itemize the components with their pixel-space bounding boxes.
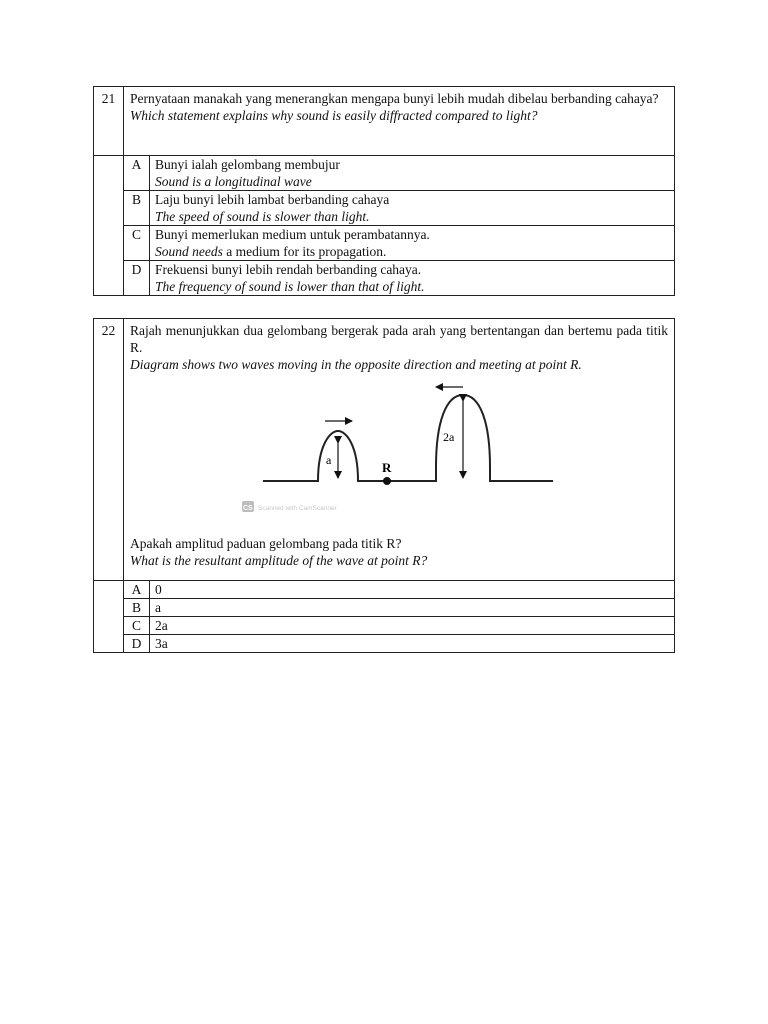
sub-question-english: What is the resultant amplitude of the wave at point R? [130,553,428,568]
option-letter: A [124,581,150,599]
wave-line [263,395,553,481]
option-text-malay: Laju bunyi lebih lambat berbanding cahaya [155,192,390,207]
question-stem [124,319,675,581]
question-21-table [93,86,675,296]
option-text [150,156,675,191]
option-text-malay: Frekuensi bunyi lebih rendah berbanding cahaya. [155,262,422,277]
question-number: 22 [94,319,124,581]
wave-diagram [130,377,668,535]
question-stem [124,87,675,156]
option-text-english: Sound is a longitudinal wave [155,174,312,189]
option-letter: B [124,599,150,617]
option-text-malay: Bunyi memerlukan medium untuk perambatannya. [155,227,430,242]
number-column-spacer [94,156,124,296]
question-text-english: Diagram shows two waves moving in the opposite direction and meeting at point R. [130,357,582,372]
option-row[interactable] [94,156,675,191]
question-22-table [93,318,675,653]
option-text [150,191,675,226]
option-row[interactable] [94,635,675,653]
option-text: a [150,599,675,617]
sub-question-malay: Apakah amplitud paduan gelombang pada titik R? [130,536,402,551]
option-letter: C [124,226,150,261]
scanner-watermark [242,501,338,512]
point-r-dot [383,477,391,485]
option-text-english-rest: a medium for its propagation. [222,244,387,259]
option-row[interactable] [94,617,675,635]
question-text-english: Which statement explains why sound is easily diffracted compared to light? [130,108,538,123]
svg-text:CS: CS [243,505,253,512]
option-letter: D [124,261,150,296]
option-text: 2a [150,617,675,635]
option-row[interactable] [94,191,675,226]
option-row[interactable] [94,599,675,617]
option-letter: D [124,635,150,653]
question-text-malay: Pernyataan manakah yang menerangkan mengapa bunyi lebih mudah dibelau berbanding cahaya? [130,91,659,106]
svg-text:Scanned with CamScanner: Scanned with CamScanner [258,505,337,512]
option-letter: A [124,156,150,191]
option-text-english [155,243,670,260]
option-row[interactable] [94,581,675,599]
option-text-english: The frequency of sound is lower than that of light. [155,279,425,294]
question-number: 21 [94,87,124,156]
option-row[interactable] [94,261,675,296]
wave-diagram-svg [243,377,568,527]
option-letter: B [124,191,150,226]
option-text [150,261,675,296]
option-letter: C [124,617,150,635]
number-column-spacer [94,581,124,653]
option-text-english: The speed of sound is slower than light. [155,209,370,224]
point-r-label: R [382,460,392,475]
amplitude-2a-label: 2a [443,430,455,444]
amplitude-a-label: a [326,453,332,467]
option-text [150,226,675,261]
option-row[interactable] [94,226,675,261]
option-text-malay: Bunyi ialah gelombang membujur [155,157,340,172]
question-text-malay: Rajah menunjukkan dua gelombang bergerak pada arah yang bertentangan dan bertemu pada titik R. [130,323,668,355]
option-text: 3a [150,635,675,653]
option-text: 0 [150,581,675,599]
option-text-english-italic: Sound needs [155,244,223,259]
